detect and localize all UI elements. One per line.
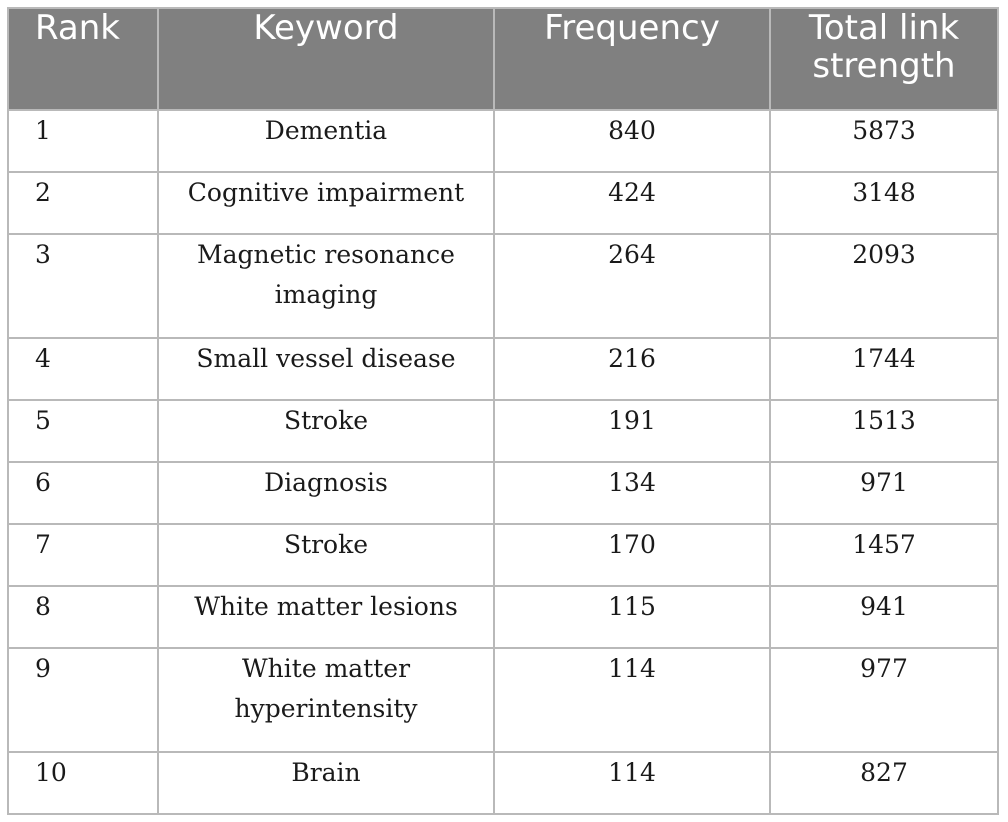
- rank-cell: 10: [8, 752, 158, 814]
- total-link-strength-cell: 2093: [770, 234, 998, 338]
- frequency-cell: 170: [494, 524, 770, 586]
- header-keyword: Keyword: [158, 8, 494, 110]
- frequency-cell: 134: [494, 462, 770, 524]
- frequency-cell: 115: [494, 586, 770, 648]
- rank-cell: 2: [8, 172, 158, 234]
- total-link-strength-cell: 1457: [770, 524, 998, 586]
- table-header: [8, 8, 998, 110]
- total-link-strength-cell: 941: [770, 586, 998, 648]
- keyword-cell: Dementia: [158, 110, 494, 172]
- header-rank: Rank: [8, 8, 158, 110]
- rank-cell: 8: [8, 586, 158, 648]
- frequency-cell: 216: [494, 338, 770, 400]
- header-frequency: Frequency: [494, 8, 770, 110]
- total-link-strength-cell: 827: [770, 752, 998, 814]
- keyword-cell: Stroke: [158, 524, 494, 586]
- table-row: [8, 172, 998, 234]
- table-body: [8, 110, 998, 814]
- keyword-cell: Diagnosis: [158, 462, 494, 524]
- table-row: [8, 524, 998, 586]
- total-link-strength-cell: 1513: [770, 400, 998, 462]
- frequency-cell: 114: [494, 648, 770, 752]
- total-link-strength-cell: 3148: [770, 172, 998, 234]
- table-row: [8, 234, 998, 338]
- keyword-cell: [158, 648, 494, 752]
- rank-cell: 5: [8, 400, 158, 462]
- keyword-cell: Small vessel disease: [158, 338, 494, 400]
- keyword-line2: imaging: [274, 280, 378, 309]
- frequency-cell: 424: [494, 172, 770, 234]
- table-row: [8, 110, 998, 172]
- table-row: [8, 400, 998, 462]
- header-total-link-strength-line2: strength: [812, 46, 956, 86]
- total-link-strength-cell: 5873: [770, 110, 998, 172]
- total-link-strength-cell: 1744: [770, 338, 998, 400]
- header-row: [8, 8, 998, 110]
- keyword-table: [7, 7, 999, 815]
- keyword-cell: [158, 234, 494, 338]
- keyword-line2: hyperintensity: [234, 694, 418, 723]
- total-link-strength-cell: 971: [770, 462, 998, 524]
- keyword-line1: White matter: [241, 654, 411, 683]
- table-row: [8, 338, 998, 400]
- keyword-cell: Cognitive impairment: [158, 172, 494, 234]
- table-row: [8, 648, 998, 752]
- rank-cell: 3: [8, 234, 158, 338]
- keyword-line1: Magnetic resonance: [197, 240, 455, 269]
- table-row: [8, 586, 998, 648]
- rank-cell: 9: [8, 648, 158, 752]
- total-link-strength-cell: 977: [770, 648, 998, 752]
- rank-cell: 1: [8, 110, 158, 172]
- frequency-cell: 114: [494, 752, 770, 814]
- frequency-cell: 840: [494, 110, 770, 172]
- rank-cell: 4: [8, 338, 158, 400]
- frequency-cell: 264: [494, 234, 770, 338]
- keyword-cell: Stroke: [158, 400, 494, 462]
- frequency-cell: 191: [494, 400, 770, 462]
- table-row: [8, 462, 998, 524]
- header-total-link-strength: [770, 8, 998, 110]
- header-total-link-strength-line1: Total link: [808, 8, 960, 48]
- keyword-cell: White matter lesions: [158, 586, 494, 648]
- table-row: [8, 752, 998, 814]
- keyword-cell: Brain: [158, 752, 494, 814]
- rank-cell: 7: [8, 524, 158, 586]
- rank-cell: 6: [8, 462, 158, 524]
